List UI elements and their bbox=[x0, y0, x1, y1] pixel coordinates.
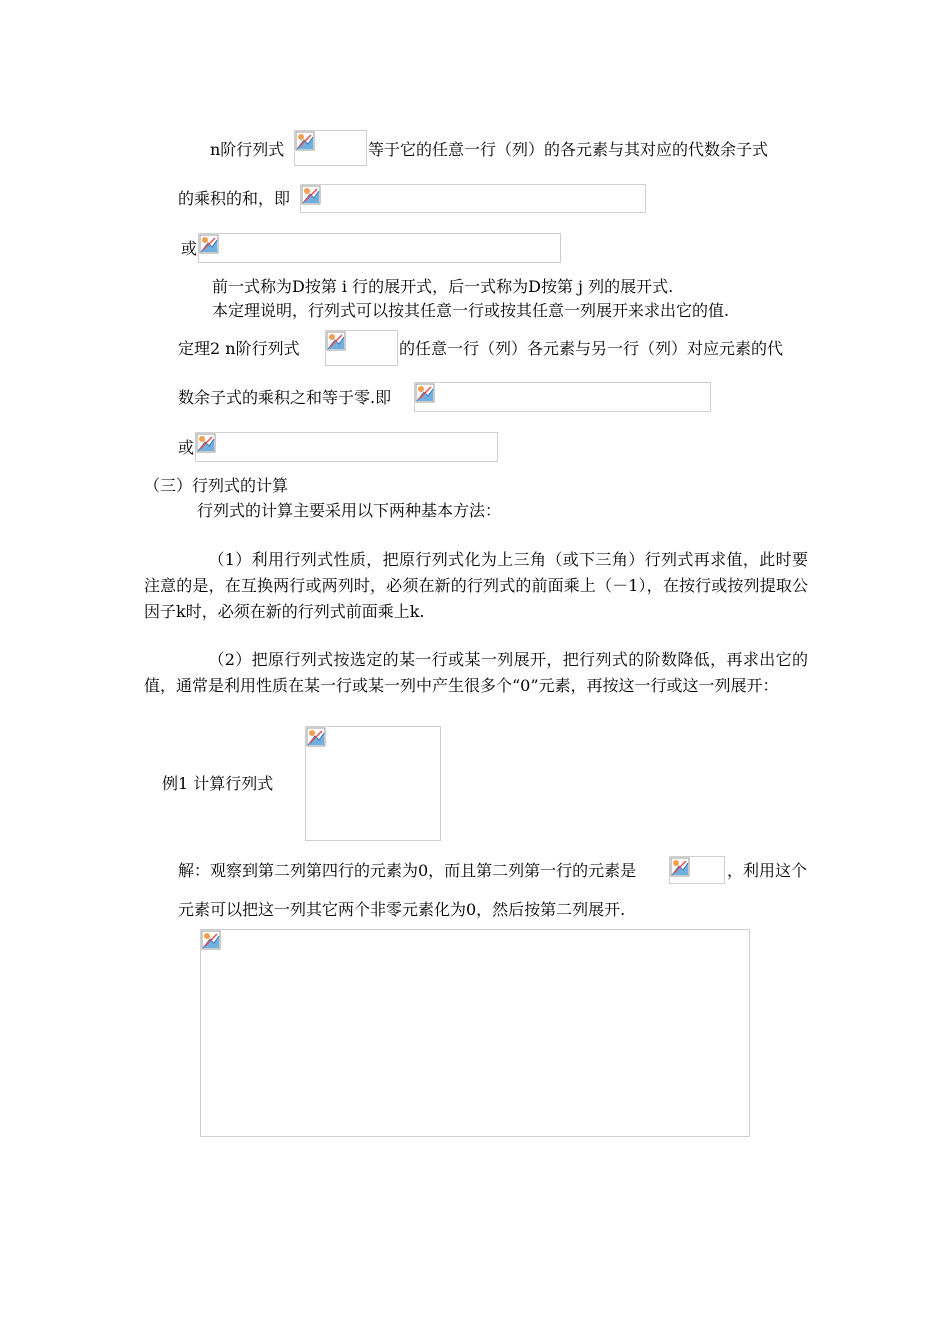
theorem1-line5 bbox=[212, 300, 729, 322]
theorem2-line1-cont bbox=[399, 338, 783, 360]
theorem1-line2 bbox=[178, 188, 290, 210]
theorem1-line2-text: 的乘积的和，即 bbox=[178, 189, 291, 208]
theorem2-line1-text-b: 的任意一行（列）各元素与另一行（列）对应元素的代 bbox=[399, 339, 784, 358]
example1-label-text: 例1 计算行列式 bbox=[162, 774, 274, 793]
column-zero-sum-formula-image bbox=[195, 432, 498, 462]
theorem2-line1 bbox=[178, 338, 300, 360]
row-zero-sum-formula-image bbox=[414, 382, 711, 412]
section3-intro bbox=[197, 500, 501, 522]
section3-intro-text: 行列式的计算主要采用以下两种基本方法： bbox=[197, 501, 502, 520]
determinant-image-d bbox=[294, 130, 367, 166]
solution-line2-text: 元素可以把这一列其它两个非零元素化为0，然后按第二列展开. bbox=[178, 900, 626, 919]
row-expansion-formula-image bbox=[300, 184, 646, 213]
theorem1-or-text: 或 bbox=[181, 239, 198, 258]
example1-determinant-image bbox=[305, 726, 441, 841]
theorem1-expansion-note: 前一式称为D按第 i 行的展开式，后一式称为D按第 j 列的展开式. bbox=[212, 277, 674, 296]
theorem2-line2 bbox=[178, 387, 391, 409]
theorem1-line4 bbox=[212, 276, 673, 298]
solution-line1-text-b: ，利用这个 bbox=[727, 861, 808, 880]
theorem2-or-text: 或 bbox=[178, 438, 195, 457]
determinant-image-d2 bbox=[325, 330, 398, 366]
theorem2-line2-text: 数余子式的乘积之和等于零.即 bbox=[178, 388, 392, 407]
theorem1-line1-text-a: n阶行列式 bbox=[210, 140, 285, 159]
solution-line1-text-a: 解：观察到第二列第四行的元素为0，而且第二列第一行的元素是 bbox=[178, 861, 637, 880]
broken-image-icon bbox=[301, 185, 321, 205]
method2-text: （2）把原行列式按选定的某一行或某一列展开，把行列式的阶数降低，再求出它的值，通常是利用性质在某一行或某一列中产生很多个“0”元素，再按这一行或这一列展开： bbox=[144, 650, 808, 695]
theorem2-line3 bbox=[178, 437, 194, 459]
broken-image-icon bbox=[415, 383, 435, 403]
method1-text: （1）利用行列式性质，把原行列式化为上三角（或下三角）行列式再求值，此时要注意的是，在互换两行或两列时，必须在新的行列式的前面乘上（－1），在按行或按列提取公因子k时，必须在新的行列式前面乘上k. bbox=[144, 550, 808, 621]
broken-image-icon bbox=[199, 234, 219, 254]
theorem1-line1 bbox=[210, 139, 284, 161]
theorem1-line1-cont bbox=[368, 139, 768, 161]
section3-heading bbox=[144, 475, 288, 497]
method1-paragraph bbox=[144, 547, 808, 625]
broken-image-icon bbox=[670, 857, 690, 877]
solution-line1-cont bbox=[727, 860, 807, 882]
theorem1-line1-text-b: 等于它的任意一行（列）的各元素与其对应的代数余子式 bbox=[368, 140, 769, 159]
broken-image-icon bbox=[306, 727, 326, 747]
section3-heading-text: （三）行列式的计算 bbox=[144, 476, 289, 495]
broken-image-icon bbox=[326, 331, 346, 351]
method2-paragraph bbox=[144, 647, 808, 699]
solution-computation-image bbox=[200, 929, 750, 1137]
example1-label bbox=[162, 773, 273, 795]
broken-image-icon bbox=[295, 131, 315, 151]
theorem1-explanation: 本定理说明，行列式可以按其任意一行或按其任意一列展开来求出它的值. bbox=[212, 301, 730, 320]
solution-line1 bbox=[178, 860, 636, 882]
solution-line2 bbox=[178, 899, 625, 921]
broken-image-icon bbox=[201, 930, 221, 950]
column-expansion-formula-image bbox=[198, 233, 561, 263]
element-value-image bbox=[669, 856, 725, 884]
broken-image-icon bbox=[196, 433, 216, 453]
theorem2-line1-text-a: 定理2 n阶行列式 bbox=[178, 339, 300, 358]
theorem1-line3 bbox=[181, 238, 197, 260]
